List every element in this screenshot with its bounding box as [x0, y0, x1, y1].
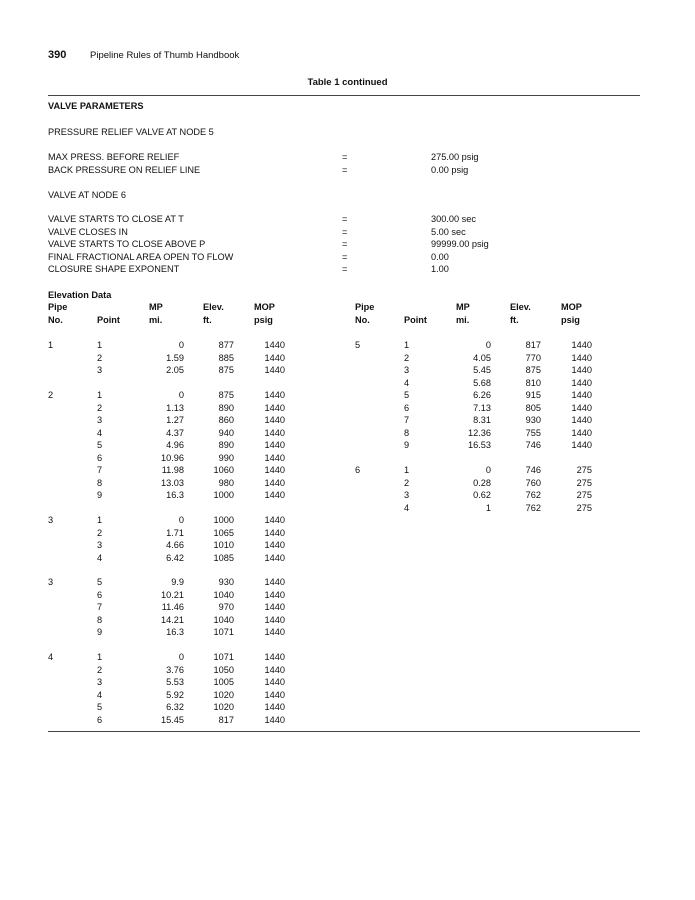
mp-cell: 5.92 — [166, 689, 184, 700]
point-cell: 2 — [97, 352, 103, 363]
point-cell: 1 — [97, 515, 103, 525]
hdr-point-right: Point — [404, 315, 427, 325]
elevation-cell: 755 — [525, 427, 541, 438]
relief-heading: PRESSURE RELIEF VALVE AT NODE 5 — [48, 127, 214, 137]
valve-param-equals: = — [342, 214, 348, 224]
elevation-cell: 930 — [525, 415, 541, 425]
mp-cell: 6.42 — [166, 552, 184, 563]
mp-cell: 7.13 — [473, 402, 491, 413]
point-cell: 7 — [97, 465, 103, 475]
elevation-cell: 1071 — [213, 652, 234, 662]
hdr-elev: Elev. — [203, 302, 224, 312]
valve-param-equals: = — [342, 226, 348, 237]
mop-cell: 1440 — [264, 452, 285, 463]
elevation-cell: 762 — [525, 490, 541, 500]
elevation-cell: 990 — [218, 452, 234, 463]
mop-cell: 1440 — [571, 365, 592, 375]
point-cell: 8 — [97, 614, 103, 625]
pipe-no-cell: 6 — [355, 465, 361, 475]
hdr-point: Point — [97, 315, 120, 325]
point-cell: 5 — [97, 702, 103, 712]
mop-cell: 1440 — [264, 627, 285, 637]
mop-cell: 1440 — [571, 390, 592, 400]
valve-section-title: VALVE PARAMETERS — [48, 101, 144, 111]
elevation-cell: 1020 — [213, 702, 234, 712]
mp-cell: 0 — [178, 390, 184, 400]
mop-cell: 1440 — [264, 677, 285, 687]
point-cell: 1 — [97, 652, 103, 662]
bottom-rule — [48, 731, 640, 732]
elevation-cell: 746 — [525, 465, 541, 475]
hdr-mp: MP — [149, 302, 163, 312]
point-cell: 8 — [97, 477, 103, 488]
book-title: Pipeline Rules of Thumb Handbook — [90, 50, 240, 61]
elevation-cell: 770 — [525, 352, 541, 363]
mop-cell: 275 — [576, 502, 592, 513]
mop-cell: 1440 — [264, 652, 285, 662]
mp-cell: 0 — [485, 340, 491, 350]
point-cell: 3 — [97, 677, 103, 687]
elevation-cell: 885 — [218, 352, 234, 363]
mp-cell: 14.21 — [161, 614, 184, 625]
mp-cell: 0 — [178, 340, 184, 350]
mp-cell: 13.03 — [161, 477, 184, 488]
point-cell: 3 — [97, 540, 103, 550]
mop-cell: 1440 — [571, 340, 592, 350]
mop-cell: 1440 — [264, 352, 285, 363]
mp-cell: 1.59 — [166, 352, 184, 363]
elevation-cell: 1000 — [213, 490, 234, 500]
elevation-cell: 1010 — [213, 540, 234, 550]
hdr-pipe-right: Pipe — [355, 302, 375, 312]
pipe-no-cell: 4 — [48, 652, 54, 662]
elevation-cell: 1085 — [213, 552, 234, 563]
relief-param-equals: = — [342, 152, 348, 162]
hdr-elev-right: Elev. — [510, 302, 531, 312]
mop-cell: 1440 — [571, 377, 592, 388]
mop-cell: 1440 — [264, 664, 285, 675]
elevation-cell: 915 — [525, 390, 541, 400]
elevation-cell: 1040 — [213, 589, 234, 600]
elevation-cell: 1000 — [213, 515, 234, 525]
mop-cell: 1440 — [264, 365, 285, 375]
mp-cell: 4.05 — [473, 352, 491, 363]
point-cell: 5 — [97, 440, 103, 450]
point-cell: 1 — [97, 390, 103, 400]
hdr-mop-right: MOP — [561, 302, 582, 312]
point-cell: 1 — [404, 465, 410, 475]
valve-param-label: VALVE CLOSES IN — [48, 226, 128, 237]
mop-cell: 1440 — [264, 689, 285, 700]
relief-param-value: 275.00 psig — [431, 152, 479, 162]
mop-cell: 1440 — [264, 577, 285, 587]
mp-cell: 4.37 — [166, 427, 184, 438]
mp-cell: 9.9 — [171, 577, 184, 587]
hdr-no: No. — [48, 315, 63, 325]
point-cell: 5 — [97, 577, 103, 587]
mop-cell: 1440 — [571, 427, 592, 438]
elevation-cell: 817 — [525, 340, 541, 350]
pipe-no-cell: 3 — [48, 515, 54, 525]
valve-heading: VALVE AT NODE 6 — [48, 190, 126, 200]
relief-param-value: 0.00 psig — [431, 164, 469, 175]
mp-cell: 3.76 — [166, 664, 184, 675]
mp-cell: 1.71 — [166, 527, 184, 538]
point-cell: 2 — [404, 477, 410, 488]
elevation-cell: 817 — [218, 714, 234, 725]
valve-param-value: 0.00 — [431, 251, 449, 262]
hdr-ft: ft. — [203, 315, 212, 325]
mop-cell: 1440 — [264, 440, 285, 450]
point-cell: 4 — [97, 689, 103, 700]
hdr-no-right: No. — [355, 315, 370, 325]
point-cell: 8 — [404, 427, 410, 438]
point-cell: 7 — [97, 602, 103, 612]
mop-cell: 1440 — [264, 589, 285, 600]
mop-cell: 275 — [576, 477, 592, 488]
elevation-cell: 1065 — [213, 527, 234, 538]
mop-cell: 275 — [576, 490, 592, 500]
point-cell: 2 — [97, 402, 103, 413]
point-cell: 4 — [97, 552, 103, 563]
pipe-no-cell: 1 — [48, 340, 54, 350]
point-cell: 9 — [97, 627, 103, 637]
elevation-cell: 970 — [218, 602, 234, 612]
mp-cell: 16.3 — [166, 490, 184, 500]
elevation-cell: 930 — [218, 577, 234, 587]
mop-cell: 1440 — [264, 614, 285, 625]
point-cell: 3 — [97, 415, 103, 425]
mop-cell: 1440 — [264, 415, 285, 425]
hdr-pipe: Pipe — [48, 302, 68, 312]
point-cell: 3 — [404, 490, 410, 500]
point-cell: 9 — [404, 440, 410, 450]
pipe-no-cell: 5 — [355, 340, 361, 350]
valve-param-equals: = — [342, 264, 348, 274]
mp-cell: 0 — [178, 515, 184, 525]
mop-cell: 1440 — [264, 540, 285, 550]
mp-cell: 4.96 — [166, 440, 184, 450]
mop-cell: 1440 — [571, 352, 592, 363]
point-cell: 3 — [404, 365, 410, 375]
point-cell: 5 — [404, 390, 410, 400]
mp-cell: 5.45 — [473, 365, 491, 375]
mop-cell: 1440 — [264, 602, 285, 612]
relief-param-equals: = — [342, 164, 348, 175]
point-cell: 7 — [404, 415, 410, 425]
mp-cell: 5.68 — [473, 377, 491, 388]
mop-cell: 275 — [576, 465, 592, 475]
valve-param-equals: = — [342, 239, 348, 249]
elevation-cell: 760 — [525, 477, 541, 488]
mp-cell: 1 — [485, 502, 491, 513]
elevation-cell: 762 — [525, 502, 541, 513]
mp-cell: 11.98 — [161, 465, 184, 475]
elevation-cell: 980 — [218, 477, 234, 488]
mop-cell: 1440 — [264, 477, 285, 488]
mop-cell: 1440 — [264, 465, 285, 475]
mp-cell: 5.53 — [166, 677, 184, 687]
point-cell: 9 — [97, 490, 103, 500]
hdr-mp-right: MP — [456, 302, 470, 312]
mop-cell: 1440 — [264, 490, 285, 500]
mop-cell: 1440 — [264, 427, 285, 438]
valve-param-value: 5.00 sec — [431, 226, 466, 237]
point-cell: 1 — [97, 340, 103, 350]
mop-cell: 1440 — [264, 527, 285, 538]
point-cell: 4 — [404, 502, 410, 513]
point-cell: 4 — [404, 377, 410, 388]
mp-cell: 1.13 — [166, 402, 184, 413]
elevation-cell: 1005 — [213, 677, 234, 687]
elevation-title: Elevation Data — [48, 290, 112, 300]
mp-cell: 12.36 — [468, 427, 491, 438]
elevation-cell: 875 — [218, 390, 234, 400]
elevation-cell: 1050 — [213, 664, 234, 675]
mp-cell: 0.28 — [473, 477, 491, 488]
valve-param-value: 99999.00 psig — [431, 239, 489, 249]
relief-param-label: MAX PRESS. BEFORE RELIEF — [48, 152, 180, 162]
mop-cell: 1440 — [571, 415, 592, 425]
elevation-cell: 860 — [218, 415, 234, 425]
elevation-cell: 1040 — [213, 614, 234, 625]
point-cell: 3 — [97, 365, 103, 375]
point-cell: 4 — [97, 427, 103, 438]
elevation-cell: 1020 — [213, 689, 234, 700]
mp-cell: 16.3 — [166, 627, 184, 637]
relief-param-label: BACK PRESSURE ON RELIEF LINE — [48, 164, 201, 175]
mp-cell: 6.26 — [473, 390, 491, 400]
mp-cell: 10.21 — [161, 589, 184, 600]
valve-param-label: CLOSURE SHAPE EXPONENT — [48, 264, 180, 274]
mp-cell: 0 — [178, 652, 184, 662]
elevation-cell: 805 — [525, 402, 541, 413]
elevation-cell: 875 — [218, 365, 234, 375]
elevation-cell: 875 — [525, 365, 541, 375]
top-rule — [48, 95, 640, 96]
mp-cell: 0 — [485, 465, 491, 475]
point-cell: 1 — [404, 340, 410, 350]
mop-cell: 1440 — [571, 440, 592, 450]
mp-cell: 8.31 — [473, 415, 491, 425]
valve-param-label: VALVE STARTS TO CLOSE AT T — [48, 214, 184, 224]
valve-param-label: FINAL FRACTIONAL AREA OPEN TO FLOW — [48, 251, 234, 262]
mop-cell: 1440 — [571, 402, 592, 413]
mp-cell: 16.53 — [468, 440, 491, 450]
hdr-mi: mi. — [149, 315, 163, 325]
pipe-no-cell: 2 — [48, 390, 54, 400]
elevation-cell: 890 — [218, 402, 234, 413]
point-cell: 2 — [97, 664, 103, 675]
hdr-psig-right: psig — [561, 315, 580, 325]
page-number: 390 — [48, 49, 67, 61]
elevation-cell: 877 — [218, 340, 234, 350]
mop-cell: 1440 — [264, 714, 285, 725]
point-cell: 2 — [404, 352, 410, 363]
point-cell: 2 — [97, 527, 103, 538]
mop-cell: 1440 — [264, 552, 285, 563]
elevation-cell: 1071 — [213, 627, 234, 637]
valve-param-equals: = — [342, 251, 348, 262]
mp-cell: 2.05 — [166, 365, 184, 375]
mp-cell: 6.32 — [166, 702, 184, 712]
mp-cell: 0.62 — [473, 490, 491, 500]
elevation-cell: 1060 — [213, 465, 234, 475]
mp-cell: 11.46 — [161, 602, 184, 612]
pipe-no-cell: 3 — [48, 577, 54, 587]
mp-cell: 4.66 — [166, 540, 184, 550]
elevation-cell: 810 — [525, 377, 541, 388]
mp-cell: 1.27 — [166, 415, 184, 425]
elevation-cell: 746 — [525, 440, 541, 450]
table-caption: Table 1 continued — [307, 77, 388, 88]
point-cell: 6 — [404, 402, 410, 413]
elevation-cell: 940 — [218, 427, 234, 438]
valve-param-label: VALVE STARTS TO CLOSE ABOVE P — [48, 239, 206, 249]
point-cell: 6 — [97, 714, 103, 725]
hdr-mop: MOP — [254, 302, 275, 312]
mp-cell: 15.45 — [161, 714, 184, 725]
point-cell: 6 — [97, 589, 103, 600]
mop-cell: 1440 — [264, 390, 285, 400]
mop-cell: 1440 — [264, 702, 285, 712]
point-cell: 6 — [97, 452, 103, 463]
valve-param-value: 300.00 sec — [431, 214, 476, 224]
hdr-mi-right: mi. — [456, 315, 470, 325]
hdr-psig: psig — [254, 315, 273, 325]
valve-param-value: 1.00 — [431, 264, 449, 274]
mp-cell: 10.96 — [161, 452, 184, 463]
hdr-ft-right: ft. — [510, 315, 519, 325]
elevation-cell: 890 — [218, 440, 234, 450]
mop-cell: 1440 — [264, 515, 285, 525]
mop-cell: 1440 — [264, 340, 285, 350]
mop-cell: 1440 — [264, 402, 285, 413]
